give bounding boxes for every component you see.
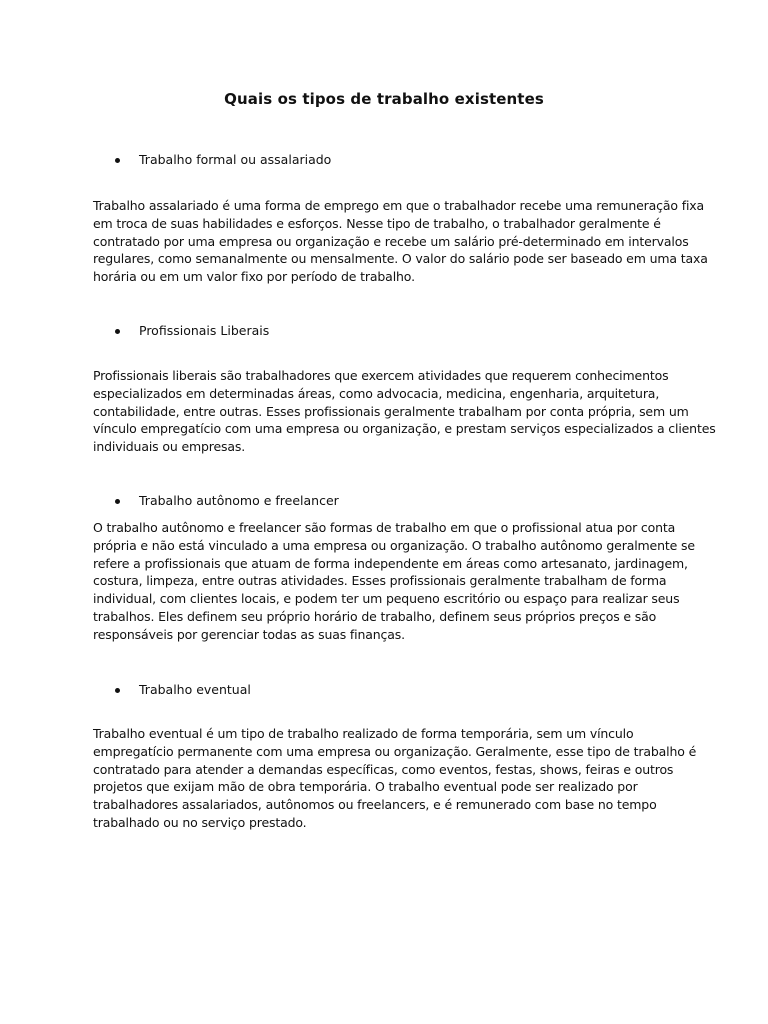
bullet-icon [115,688,120,693]
section-heading-label: Trabalho formal ou assalariado [139,152,332,167]
section-heading-label: Profissionais Liberais [139,323,270,338]
paragraph-line: costura, limpeza, entre outras atividades. Esses profissionais geralmente trabalham de forma [93,573,667,589]
bullet-icon [115,329,120,334]
paragraph-line: própria e não está vinculado a uma empresa ou organização. O trabalho autônomo geralmente se [93,537,695,553]
paragraph-line: horária ou em um valor fixo por período de trabalho. [93,269,415,285]
page-title: Quais os tipos de trabalho existentes [224,90,544,108]
section-heading-label: Trabalho eventual [139,682,251,697]
paragraph-line: Trabalho assalariado é uma forma de emprego em que o trabalhador recebe uma remuneração fixa [93,198,705,213]
bullet-icon [115,499,120,504]
paragraph-line: trabalhadores assalariados, autônomos ou freelancers, e é remunerado com base no tempo [93,797,657,813]
section-heading-liberais [115,322,269,340]
section-paragraph-autonomo [93,519,695,644]
paragraph-line: contratado por uma empresa ou organização e recebe um salário pré-determinado em intervalos [93,233,689,249]
paragraph-line: contratado para atender a demandas específicas, como eventos, festas, shows, feiras e outros [93,761,674,777]
paragraph-line: Trabalho eventual é um tipo de trabalho realizado de forma temporária, sem um vínculo [93,726,634,741]
paragraph-line: contabilidade, entre outras. Esses profissionais geralmente trabalham por conta própria, sem um [93,403,689,419]
section-heading-formal [115,151,331,169]
paragraph-line: trabalhos. Eles definem seu próprio horário de trabalho, definem seus próprios preços e são [93,608,657,624]
paragraph-line: em troca de suas habilidades e esforços. Nesse tipo de trabalho, o trabalhador geralmente é [93,215,661,231]
paragraph-line: individuais ou empresas. [93,439,246,455]
paragraph-line: responsáveis por gerenciar todas as suas finanças. [93,626,405,642]
bullet-icon [115,158,120,163]
section-heading-label: Trabalho autônomo e freelancer [139,493,339,508]
paragraph-line: O trabalho autônomo e freelancer são formas de trabalho em que o profissional atua por conta [93,520,676,535]
paragraph-line: regulares, como semanalmente ou mensalmente. O valor do salário pode ser baseado em uma taxa [93,251,708,267]
paragraph-line: trabalhado ou no serviço prestado. [93,814,307,830]
paragraph-line: projetos que exijam mão de obra temporária. O trabalho eventual pode ser realizado por [93,779,638,795]
paragraph-line: especializados em determinadas áreas, como advocacia, medicina, engenharia, arquitetura, [93,385,660,401]
section-paragraph-formal [93,197,708,286]
section-heading-autonomo [115,492,339,510]
paragraph-line: empregatício permanente com uma empresa ou organização. Geralmente, esse tipo de trabalho é [93,743,697,759]
section-paragraph-liberais [93,367,716,456]
paragraph-line: vínculo empregatício com uma empresa ou organização, e prestam serviços especializados a clientes [93,421,716,437]
paragraph-line: Profissionais liberais são trabalhadores que exercem atividades que requerem conhecimentos [93,368,669,383]
paragraph-line: refere a profissionais que atuam de forma independente em áreas como artesanato, jardinagem, [93,555,688,571]
section-heading-eventual [115,681,251,699]
section-paragraph-eventual [93,725,697,832]
paragraph-line: individual, com clientes locais, e podem ter um pequeno escritório ou espaço para realizar seus [93,591,680,607]
